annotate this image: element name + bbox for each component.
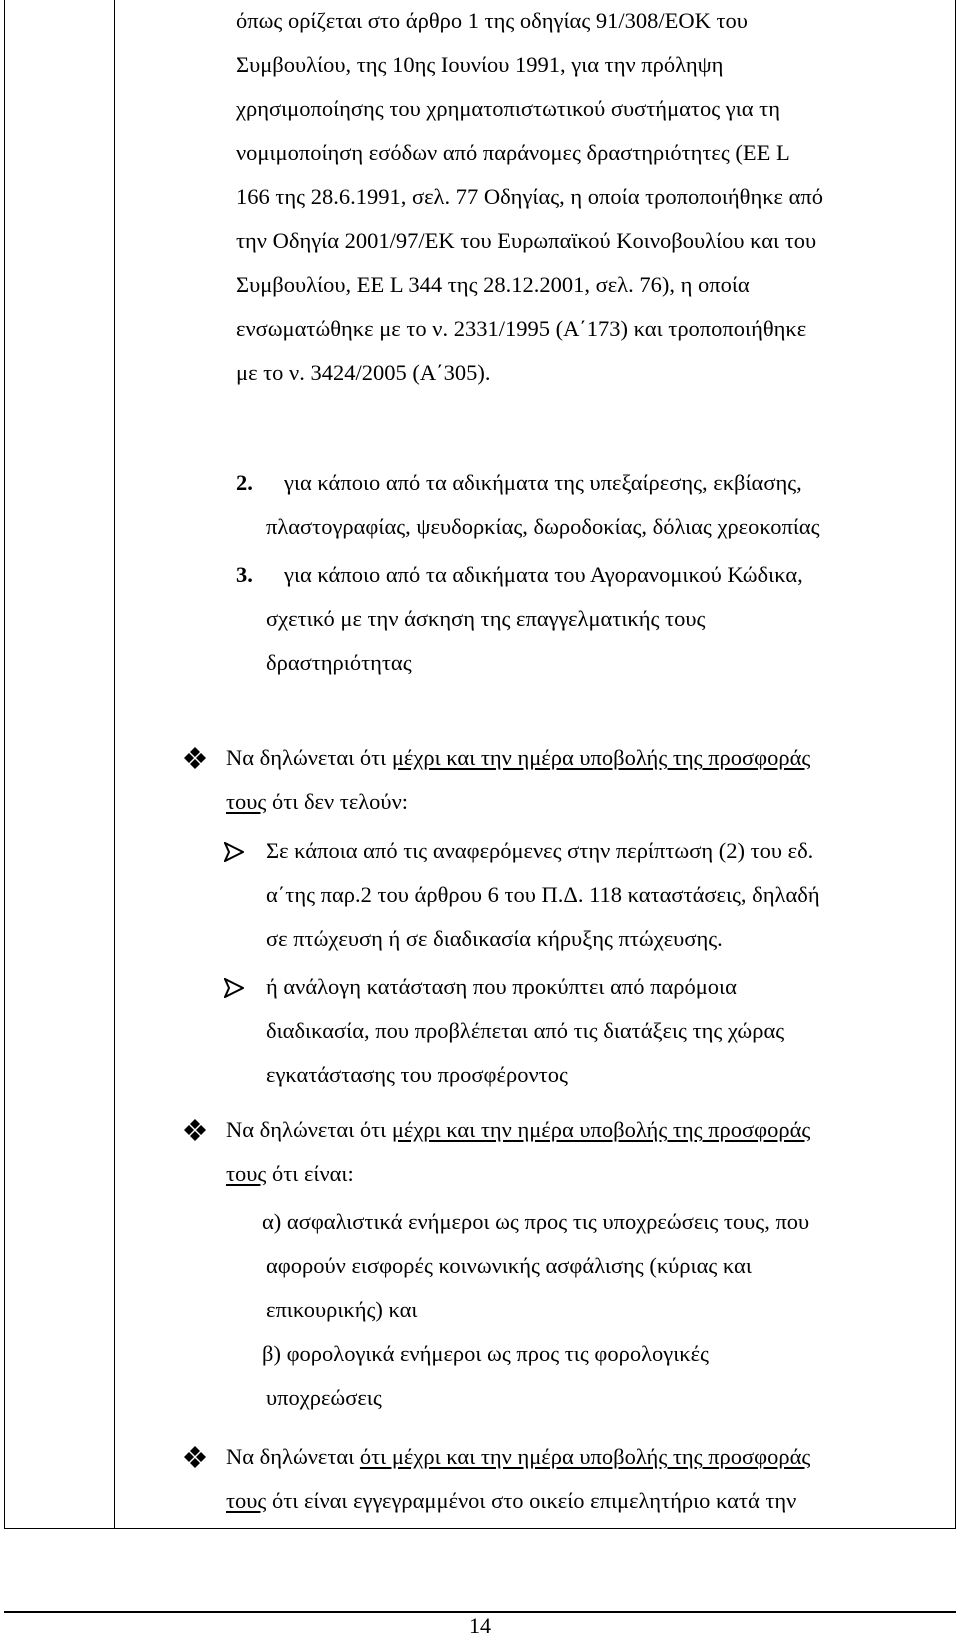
sub-item-line: εγκατάστασης του προσφέροντος xyxy=(266,1062,568,1087)
paragraph-line: όπως ορίζεται στο άρθρο 1 της οδηγίας 91/308/ΕΟΚ του xyxy=(236,8,748,33)
paragraph-line: νομιμοποίηση εσόδων από παράνομες δραστηριότητες (ΕΕ L xyxy=(236,140,790,165)
declaration-line: τους ότι είναι εγγεγραμμένοι στο οικείο επιμελητήριο κατά την xyxy=(226,1488,797,1513)
list-item-line: β) φορολογικά ενήμεροι ως προς τις φορολογικές xyxy=(262,1341,709,1366)
sub-item-line: α΄της παρ.2 του άρθρου 6 του Π.Δ. 118 καταστάσεις, δηλαδή xyxy=(266,882,820,907)
paragraph-line: Συμβουλίου, της 10ης Ιουνίου 1991, για την πρόληψη xyxy=(236,52,724,77)
declaration-line: Να δηλώνεται ότι μέχρι και την ημέρα υποβολής της προσφοράς xyxy=(226,1117,811,1142)
list-item-line: επικουρικής) και xyxy=(266,1297,418,1322)
paragraph-line: 166 της 28.6.1991, σελ. 77 Οδηγίας, η οποία τροποποιήθηκε από xyxy=(236,184,824,209)
paragraph-line: την Οδηγία 2001/97/ΕΚ του Ευρωπαϊκού Κοινοβουλίου και του xyxy=(236,228,817,253)
sub-item-line: σε πτώχευση ή σε διαδικασία κήρυξης πτώχευσης. xyxy=(266,926,723,951)
arrow-bullet-icon xyxy=(224,978,244,998)
paragraph-line: ενσωματώθηκε με το ν. 2331/1995 (Α΄173) και τροποποιήθηκε xyxy=(236,316,807,341)
numbered-item-line: πλαστογραφίας, ψευδορκίας, δωροδοκίας, δόλιας χρεοκοπίας xyxy=(266,514,820,539)
item-number: 3. xyxy=(236,562,253,587)
sub-item-line: διαδικασία, που προβλέπεται από τις διατάξεις της χώρας xyxy=(266,1018,785,1043)
numbered-item-line: δραστηριότητας xyxy=(266,650,412,675)
table-left-column xyxy=(5,0,115,1528)
paragraph-line: με το ν. 3424/2005 (Α΄305). xyxy=(236,360,491,385)
paragraph-line: χρησιμοποίησης του χρηματοπιστωτικού συστήματος για τη xyxy=(236,96,780,121)
arrow-bullet-icon xyxy=(224,842,244,862)
declaration-line: τους ότι είναι: xyxy=(226,1161,354,1186)
list-item-line: α) ασφαλιστικά ενήμεροι ως προς τις υποχρεώσεις τους, που xyxy=(262,1209,810,1234)
declaration-line: τους ότι δεν τελούν: xyxy=(226,789,409,814)
paragraph-line: Συμβουλίου, ΕΕ L 344 της 28.12.2001, σελ. 76), η οποία xyxy=(236,272,750,297)
sub-item-line: Σε κάποια από τις αναφερόμενες στην περίπτωση (2) του εδ. xyxy=(266,838,814,863)
item-number: 2. xyxy=(236,470,253,495)
numbered-item-line: σχετικό με την άσκηση της επαγγελματικής τους xyxy=(266,606,706,631)
four-diamond-bullet-icon xyxy=(183,1445,207,1469)
numbered-item-line: για κάποιο από τα αδικήματα της υπεξαίρεσης, εκβίασης, xyxy=(284,470,802,495)
numbered-item-line: για κάποιο από τα αδικήματα του Αγορανομικού Κώδικα, xyxy=(284,562,803,587)
declaration-line: Να δηλώνεται ότι μέχρι και την ημέρα υποβολής της προσφοράς xyxy=(226,1444,811,1469)
four-diamond-bullet-icon xyxy=(183,746,207,770)
page-number: 14 xyxy=(469,1613,491,1638)
list-item-line: αφορούν εισφορές κοινωνικής ασφάλισης (κύριας και xyxy=(266,1253,752,1278)
list-item-line: υποχρεώσεις xyxy=(266,1385,382,1410)
four-diamond-bullet-icon xyxy=(183,1118,207,1142)
sub-item-line: ή ανάλογη κατάσταση που προκύπτει από παρόμοια xyxy=(266,974,737,999)
declaration-line: Να δηλώνεται ότι μέχρι και την ημέρα υποβολής της προσφοράς xyxy=(226,745,811,770)
